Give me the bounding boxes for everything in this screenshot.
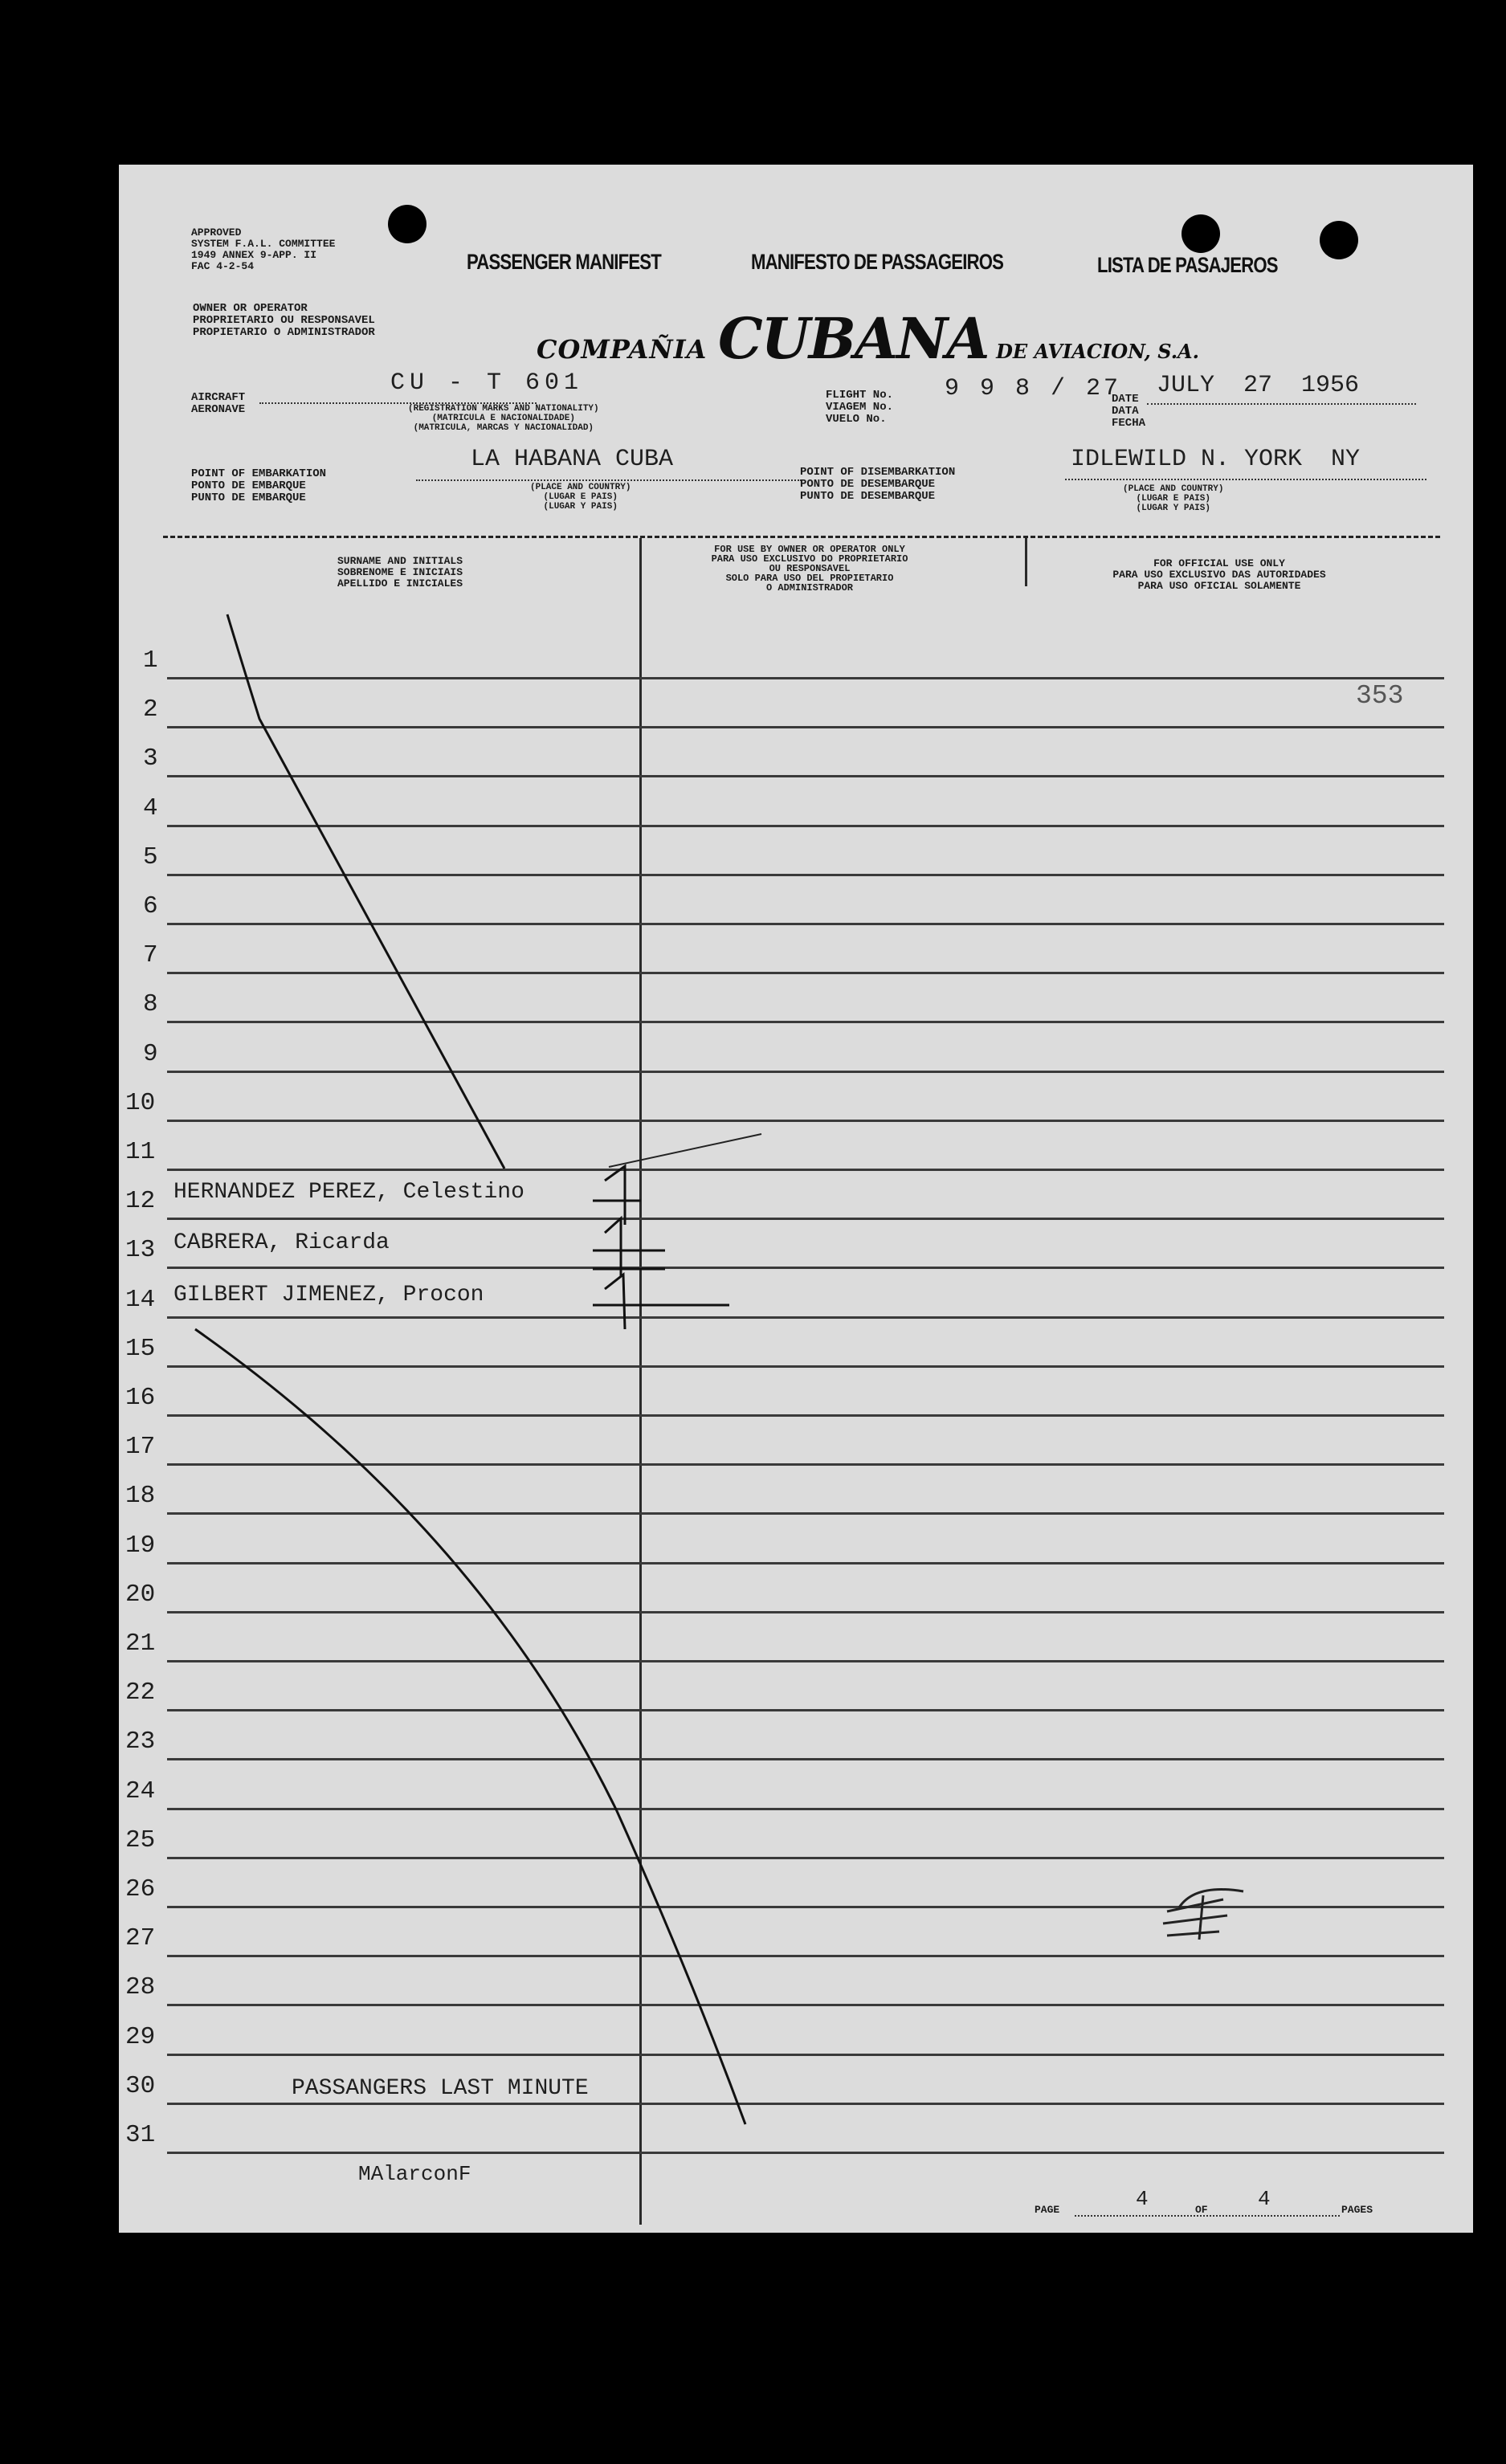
column-header-surname: SURNAME AND INITIALS SOBRENOME E INICIAIS APELLIDO E INICIALES — [337, 555, 463, 589]
disembarkation-sublabels: (PLACE AND COUNTRY) (LUGAR E PAIS) (LUGAR Y PAIS) — [1123, 484, 1224, 513]
row-number: 30 — [125, 2072, 156, 2100]
column-header-official: FOR OFFICIAL USE ONLY PARA USO EXCLUSIVO DAS AUTORIDADES PARA USO OFICIAL SOLAMENTE — [1112, 557, 1326, 592]
pages-label: PAGES — [1341, 2204, 1373, 2216]
handwritten-mark — [1163, 1890, 1243, 1940]
last-minute-note: PASSANGERS LAST MINUTE — [292, 2076, 589, 2101]
flight-number: 9 9 8 / 27 — [945, 375, 1122, 402]
row-number: 7 — [143, 941, 158, 969]
row-number: 25 — [125, 1826, 156, 1854]
owner-labels: OWNER OR OPERATOR PROPRIETARIO OU RESPONSAVEL PROPIETARIO O ADMINISTRADOR — [193, 302, 375, 339]
row-number: 24 — [125, 1777, 156, 1805]
column-header-owner-use: FOR USE BY OWNER OR OPERATOR ONLY PARA USO EXCLUSIVO DO PROPRIETARIO OU RESPONSAVEL SOLO PARA USO DEL PROPIETARIO O ADMINISTRADOR — [711, 544, 908, 594]
flight-labels: FLIGHT No. VIAGEM No. VUELO No. — [826, 389, 894, 426]
row-number: 15 — [125, 1335, 156, 1363]
aircraft-sublabels: (REGISTRATION MARKS AND NATIONALITY) (MATRICULA E NACIONALIDADE) (MATRICULA, MARCAS Y NACIONALIDAD) — [408, 404, 599, 433]
row-number: 11 — [125, 1138, 156, 1166]
row-number: 1 — [143, 647, 158, 675]
row-number: 31 — [125, 2121, 156, 2149]
row-number: 17 — [125, 1433, 156, 1461]
row-number: 8 — [143, 990, 158, 1018]
row-number: 18 — [125, 1482, 156, 1510]
row-number: 5 — [143, 843, 158, 871]
handwriting-marks — [119, 165, 1473, 2233]
manifest-sheet — [119, 165, 1473, 2233]
row-number: 27 — [125, 1924, 156, 1952]
row-number: 16 — [125, 1384, 156, 1412]
disembarkation-place: IDLEWILD N. YORK NY — [1071, 446, 1361, 473]
row-number: 29 — [125, 2023, 156, 2051]
stamp-number: 353 — [1356, 681, 1404, 711]
row-number: 14 — [125, 1286, 156, 1314]
tick-mark — [609, 1134, 761, 1167]
handwritten-initial — [593, 1218, 665, 1277]
row-number: 13 — [125, 1236, 156, 1264]
passenger-entry: HERNANDEZ PEREZ, Celestino — [173, 1180, 524, 1205]
aircraft-registration: CU - T 601 — [390, 369, 584, 397]
aircraft-labels: AIRCRAFT AERONAVE — [191, 391, 246, 416]
date-labels: DATE DATA FECHA — [1112, 393, 1146, 430]
row-number: 26 — [125, 1875, 156, 1903]
row-number: 10 — [125, 1089, 156, 1117]
title-english: PASSENGER MANIFEST — [467, 250, 661, 274]
title-portuguese: MANIFESTO DE PASSAGEIROS — [751, 250, 1004, 274]
row-number: 20 — [125, 1581, 156, 1609]
owner-company-logo: COMPAÑIA CUBANA DE AVIACION, S.A. — [537, 305, 1200, 372]
row-number: 6 — [143, 892, 158, 920]
approval-block: APPROVED SYSTEM F.A.L. COMMITTEE 1949 ANNEX 9-APP. II FAC 4-2-54 — [191, 226, 336, 272]
row-number: 23 — [125, 1728, 156, 1756]
passenger-entry: GILBERT JIMENEZ, Procon — [173, 1283, 484, 1307]
embarkation-place: LA HABANA CUBA — [471, 446, 674, 473]
row-number: 22 — [125, 1679, 156, 1707]
handwritten-initial — [593, 1275, 729, 1329]
passenger-entry: CABRERA, Ricarda — [173, 1230, 390, 1255]
handwritten-initial — [593, 1166, 641, 1225]
row-number: 19 — [125, 1532, 156, 1560]
signature: MAlarconF — [358, 2162, 471, 2186]
row-number: 21 — [125, 1630, 156, 1658]
diagonal-strike-lower — [195, 1329, 745, 2124]
title-spanish: LISTA DE PASAJEROS — [1097, 253, 1278, 277]
row-number: 4 — [143, 794, 158, 822]
flight-date: JULY 27 1956 — [1157, 372, 1360, 399]
diagonal-strike-upper — [227, 614, 504, 1169]
row-number: 12 — [125, 1187, 156, 1215]
row-number: 9 — [143, 1040, 158, 1068]
row-number: 3 — [143, 745, 158, 773]
row-number: 2 — [143, 696, 158, 724]
disembarkation-labels: POINT OF DISEMBARKATION PONTO DE DESEMBARQUE PUNTO DE DESEMBARQUE — [800, 466, 956, 503]
row-number: 28 — [125, 1973, 156, 2001]
embarkation-sublabels: (PLACE AND COUNTRY) (LUGAR E PAIS) (LUGAR Y PAIS) — [530, 483, 631, 512]
page-total: 4 — [1258, 2187, 1271, 2211]
page-label: PAGE — [1035, 2204, 1060, 2216]
embarkation-labels: POINT OF EMBARKATION PONTO DE EMBARQUE PUNTO DE EMBARQUE — [191, 467, 327, 504]
page-of-label: OF — [1195, 2204, 1208, 2216]
page-number: 4 — [1136, 2187, 1149, 2211]
